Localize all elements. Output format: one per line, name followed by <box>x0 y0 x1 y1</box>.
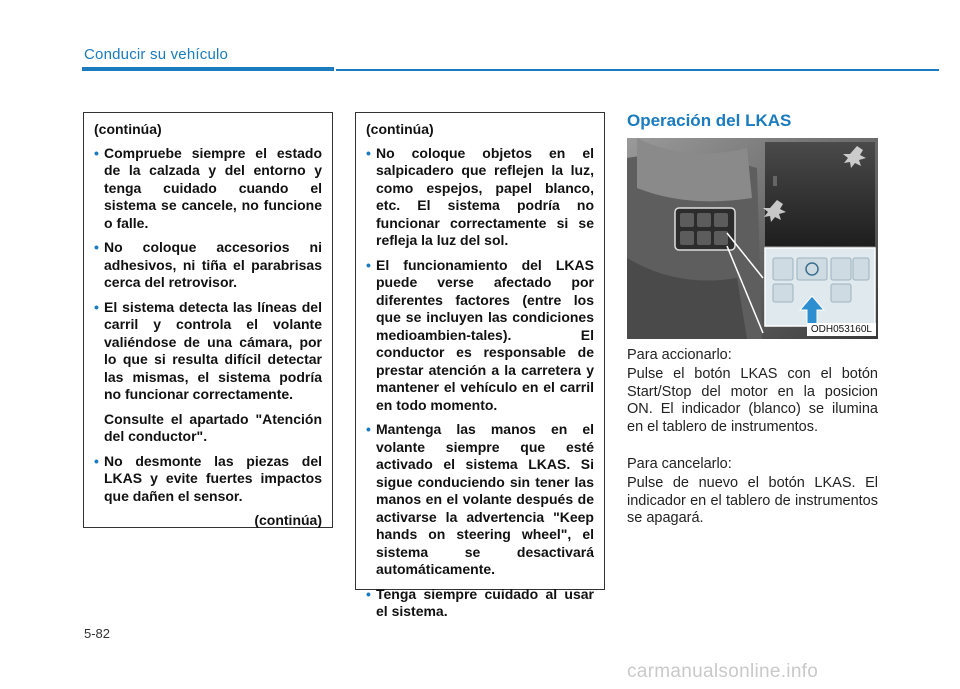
header-rule-thin <box>336 69 939 71</box>
paragraph-activate: Pulse el botón LKAS con el botón Start/Stop del motor en la posicion ON. El indicador (blanco) se ilumina en el tablero de instrumentos. <box>627 366 878 435</box>
figure-code: ODH053160L <box>807 323 876 336</box>
continued-label-top: (continúa) <box>94 121 162 137</box>
section-title: Operación del LKAS <box>627 111 792 130</box>
page-number: 5-82 <box>84 626 111 641</box>
watermark: carmanualsonline.info <box>627 661 819 682</box>
lkas-button-illustration <box>627 138 878 339</box>
warning-bullet: • Compruebe siempre el estado de la calzada y del entorno y tenga cuidado cuando el sistema se cancele, no funcione o falle. <box>94 145 322 233</box>
warning-subtext: Consulte el apartado "Atención del conductor". <box>104 410 322 444</box>
dashboard-illustration <box>627 138 878 339</box>
warning-bullet: • No coloque accesorios ni adhesivos, ni tiña el parabrisas cerca del retrovisor. <box>94 239 322 292</box>
warning-bullet: • No desmonte las piezas del LKAS y evite fuertes impactos que dañen el sensor. <box>94 453 322 506</box>
lkas-button-zoom <box>765 248 875 326</box>
header-rule-thick <box>82 67 334 71</box>
warning-bullet: • Mantenga las manos en el volante siempre que esté activado el sistema LKAS. Si sigue conduciendo sin tener las manos en el volante después de activarse la advertencia "Keep hands on steering wheel", el sistema se desactivará automáticamente. <box>366 421 594 579</box>
paragraph-cancel-heading: Para cancelarlo: <box>627 456 732 472</box>
continued-label-top: (continúa) <box>366 121 434 137</box>
switch-panel <box>675 208 735 250</box>
paragraph-cancel: Pulse de nuevo el botón LKAS. El indicador en el tablero de instrumentos se apagará. <box>627 475 878 526</box>
warning-box-2 <box>355 112 605 619</box>
continued-label-bottom: (continúa) <box>254 512 322 528</box>
warning-bullet: • No coloque objetos en el salpicadero que reflejen la luz, como espejos, papel blanco, etc. El sistema podría no funcionar correctamente si se refleja la luz del sol. <box>366 145 594 250</box>
chapter-title: Conducir su vehículo <box>84 46 229 63</box>
paragraph-activate-heading: Para accionarlo: <box>627 347 732 363</box>
warning-box-1 <box>83 112 333 528</box>
warning-bullet: • Tenga siempre cuidado al usar el sistema. <box>366 586 594 621</box>
warning-bullet: • El funcionamiento del LKAS puede verse afectado por diferentes factores (entre los que se incluyen las condiciones medioambien-tales). El conductor es responsable de prestar atención a la carretera y mantener el vehículo en el carril en todo momento. <box>366 257 594 415</box>
warning-bullet: • El sistema detecta las líneas del carril y controla el volante valiéndose de una cámara, por lo que si resulta difícil detectar las mismas, el sistema podría no funcionar correctamente. <box>94 299 322 404</box>
